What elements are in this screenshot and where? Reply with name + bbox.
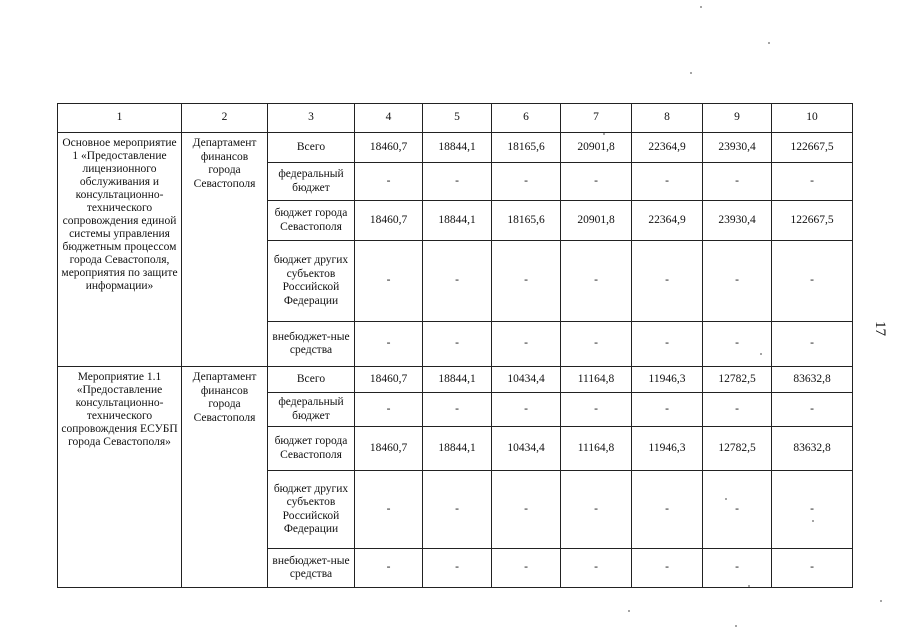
header-cell: 10	[772, 104, 853, 133]
value-cell: -	[632, 393, 703, 427]
header-cell: 2	[182, 104, 268, 133]
funding-source-cell: внебюджет-ные средства	[268, 549, 355, 588]
value-cell: -	[632, 163, 703, 201]
value-cell: 11164,8	[561, 427, 632, 471]
value-cell: -	[772, 549, 853, 588]
value-cell: 122667,5	[772, 133, 853, 163]
value-cell: -	[772, 393, 853, 427]
activity-description: Мероприятие 1.1 «Предоставление консультационно-технического сопровождения ЕСУБП города Севастополя»	[58, 367, 182, 588]
funding-source-cell: бюджет других субъектов Российской Федерации	[268, 471, 355, 549]
value-cell: -	[561, 163, 632, 201]
value-cell: 22364,9	[632, 133, 703, 163]
value-cell: 18844,1	[423, 201, 492, 241]
header-cell: 4	[355, 104, 423, 133]
value-cell: -	[492, 322, 561, 367]
header-cell: 5	[423, 104, 492, 133]
value-cell: -	[355, 549, 423, 588]
value-cell: 12782,5	[703, 367, 772, 393]
funding-source-cell: Всего	[268, 367, 355, 393]
header-cell: 8	[632, 104, 703, 133]
value-cell: -	[632, 471, 703, 549]
value-cell: -	[423, 322, 492, 367]
value-cell: 10434,4	[492, 367, 561, 393]
header-row	[58, 104, 853, 133]
value-cell: -	[423, 241, 492, 322]
value-cell: -	[423, 393, 492, 427]
value-cell: 23930,4	[703, 201, 772, 241]
header-cell: 1	[58, 104, 182, 133]
value-cell: -	[561, 549, 632, 588]
value-cell: -	[703, 322, 772, 367]
value-cell: 18460,7	[355, 367, 423, 393]
value-cell: -	[355, 471, 423, 549]
funding-source-cell: федеральный бюджет	[268, 163, 355, 201]
funding-source-cell: Всего	[268, 133, 355, 163]
value-cell: -	[492, 393, 561, 427]
page-number: 17	[872, 321, 888, 336]
value-cell: -	[492, 163, 561, 201]
header-cell: 7	[561, 104, 632, 133]
value-cell: 83632,8	[772, 367, 853, 393]
value-cell: -	[423, 163, 492, 201]
activity-description: Основное мероприятие 1 «Предоставление лицензионного обслуживания и консультационно-технического сопровождения единой системы управления бюджетным процессом города Севастополя, мероприятия по защите информации»	[58, 133, 182, 367]
value-cell: -	[632, 322, 703, 367]
value-cell: 20901,8	[561, 133, 632, 163]
header-cell: 6	[492, 104, 561, 133]
executor-cell: Департамент финансов города Севастополя	[182, 367, 268, 588]
value-cell: -	[772, 322, 853, 367]
value-cell: -	[703, 471, 772, 549]
value-cell: -	[355, 241, 423, 322]
value-cell: -	[561, 471, 632, 549]
funding-source-cell: бюджет города Севастополя	[268, 201, 355, 241]
value-cell: 18460,7	[355, 201, 423, 241]
value-cell: -	[492, 471, 561, 549]
value-cell: 23930,4	[703, 133, 772, 163]
value-cell: -	[772, 471, 853, 549]
value-cell: 20901,8	[561, 201, 632, 241]
value-cell: -	[772, 241, 853, 322]
value-cell: 11164,8	[561, 367, 632, 393]
value-cell: -	[492, 549, 561, 588]
value-cell: -	[355, 393, 423, 427]
value-cell: -	[561, 322, 632, 367]
value-cell: -	[703, 393, 772, 427]
value-cell: 11946,3	[632, 427, 703, 471]
value-cell: -	[703, 241, 772, 322]
table-body	[58, 104, 853, 588]
value-cell: -	[423, 471, 492, 549]
value-cell: -	[703, 549, 772, 588]
table-row	[58, 133, 853, 163]
value-cell: -	[355, 163, 423, 201]
value-cell: 122667,5	[772, 201, 853, 241]
value-cell: -	[561, 241, 632, 322]
funding-source-cell: внебюджет-ные средства	[268, 322, 355, 367]
value-cell: 18844,1	[423, 367, 492, 393]
value-cell: 12782,5	[703, 427, 772, 471]
value-cell: 22364,9	[632, 201, 703, 241]
header-cell: 3	[268, 104, 355, 133]
value-cell: 11946,3	[632, 367, 703, 393]
value-cell: 83632,8	[772, 427, 853, 471]
value-cell: -	[561, 393, 632, 427]
funding-source-cell: бюджет города Севастополя	[268, 427, 355, 471]
value-cell: -	[355, 322, 423, 367]
value-cell: 18844,1	[423, 427, 492, 471]
budget-table	[57, 103, 853, 588]
table-row	[58, 367, 853, 393]
value-cell: -	[632, 241, 703, 322]
value-cell: 18844,1	[423, 133, 492, 163]
funding-source-cell: федеральный бюджет	[268, 393, 355, 427]
value-cell: -	[423, 549, 492, 588]
value-cell: 18460,7	[355, 427, 423, 471]
value-cell: -	[632, 549, 703, 588]
value-cell: -	[703, 163, 772, 201]
value-cell: 18165,6	[492, 201, 561, 241]
funding-source-cell: бюджет других субъектов Российской Федерации	[268, 241, 355, 322]
value-cell: 10434,4	[492, 427, 561, 471]
executor-cell: Департамент финансов города Севастополя	[182, 133, 268, 367]
value-cell: -	[492, 241, 561, 322]
value-cell: 18460,7	[355, 133, 423, 163]
value-cell: 18165,6	[492, 133, 561, 163]
value-cell: -	[772, 163, 853, 201]
header-cell: 9	[703, 104, 772, 133]
